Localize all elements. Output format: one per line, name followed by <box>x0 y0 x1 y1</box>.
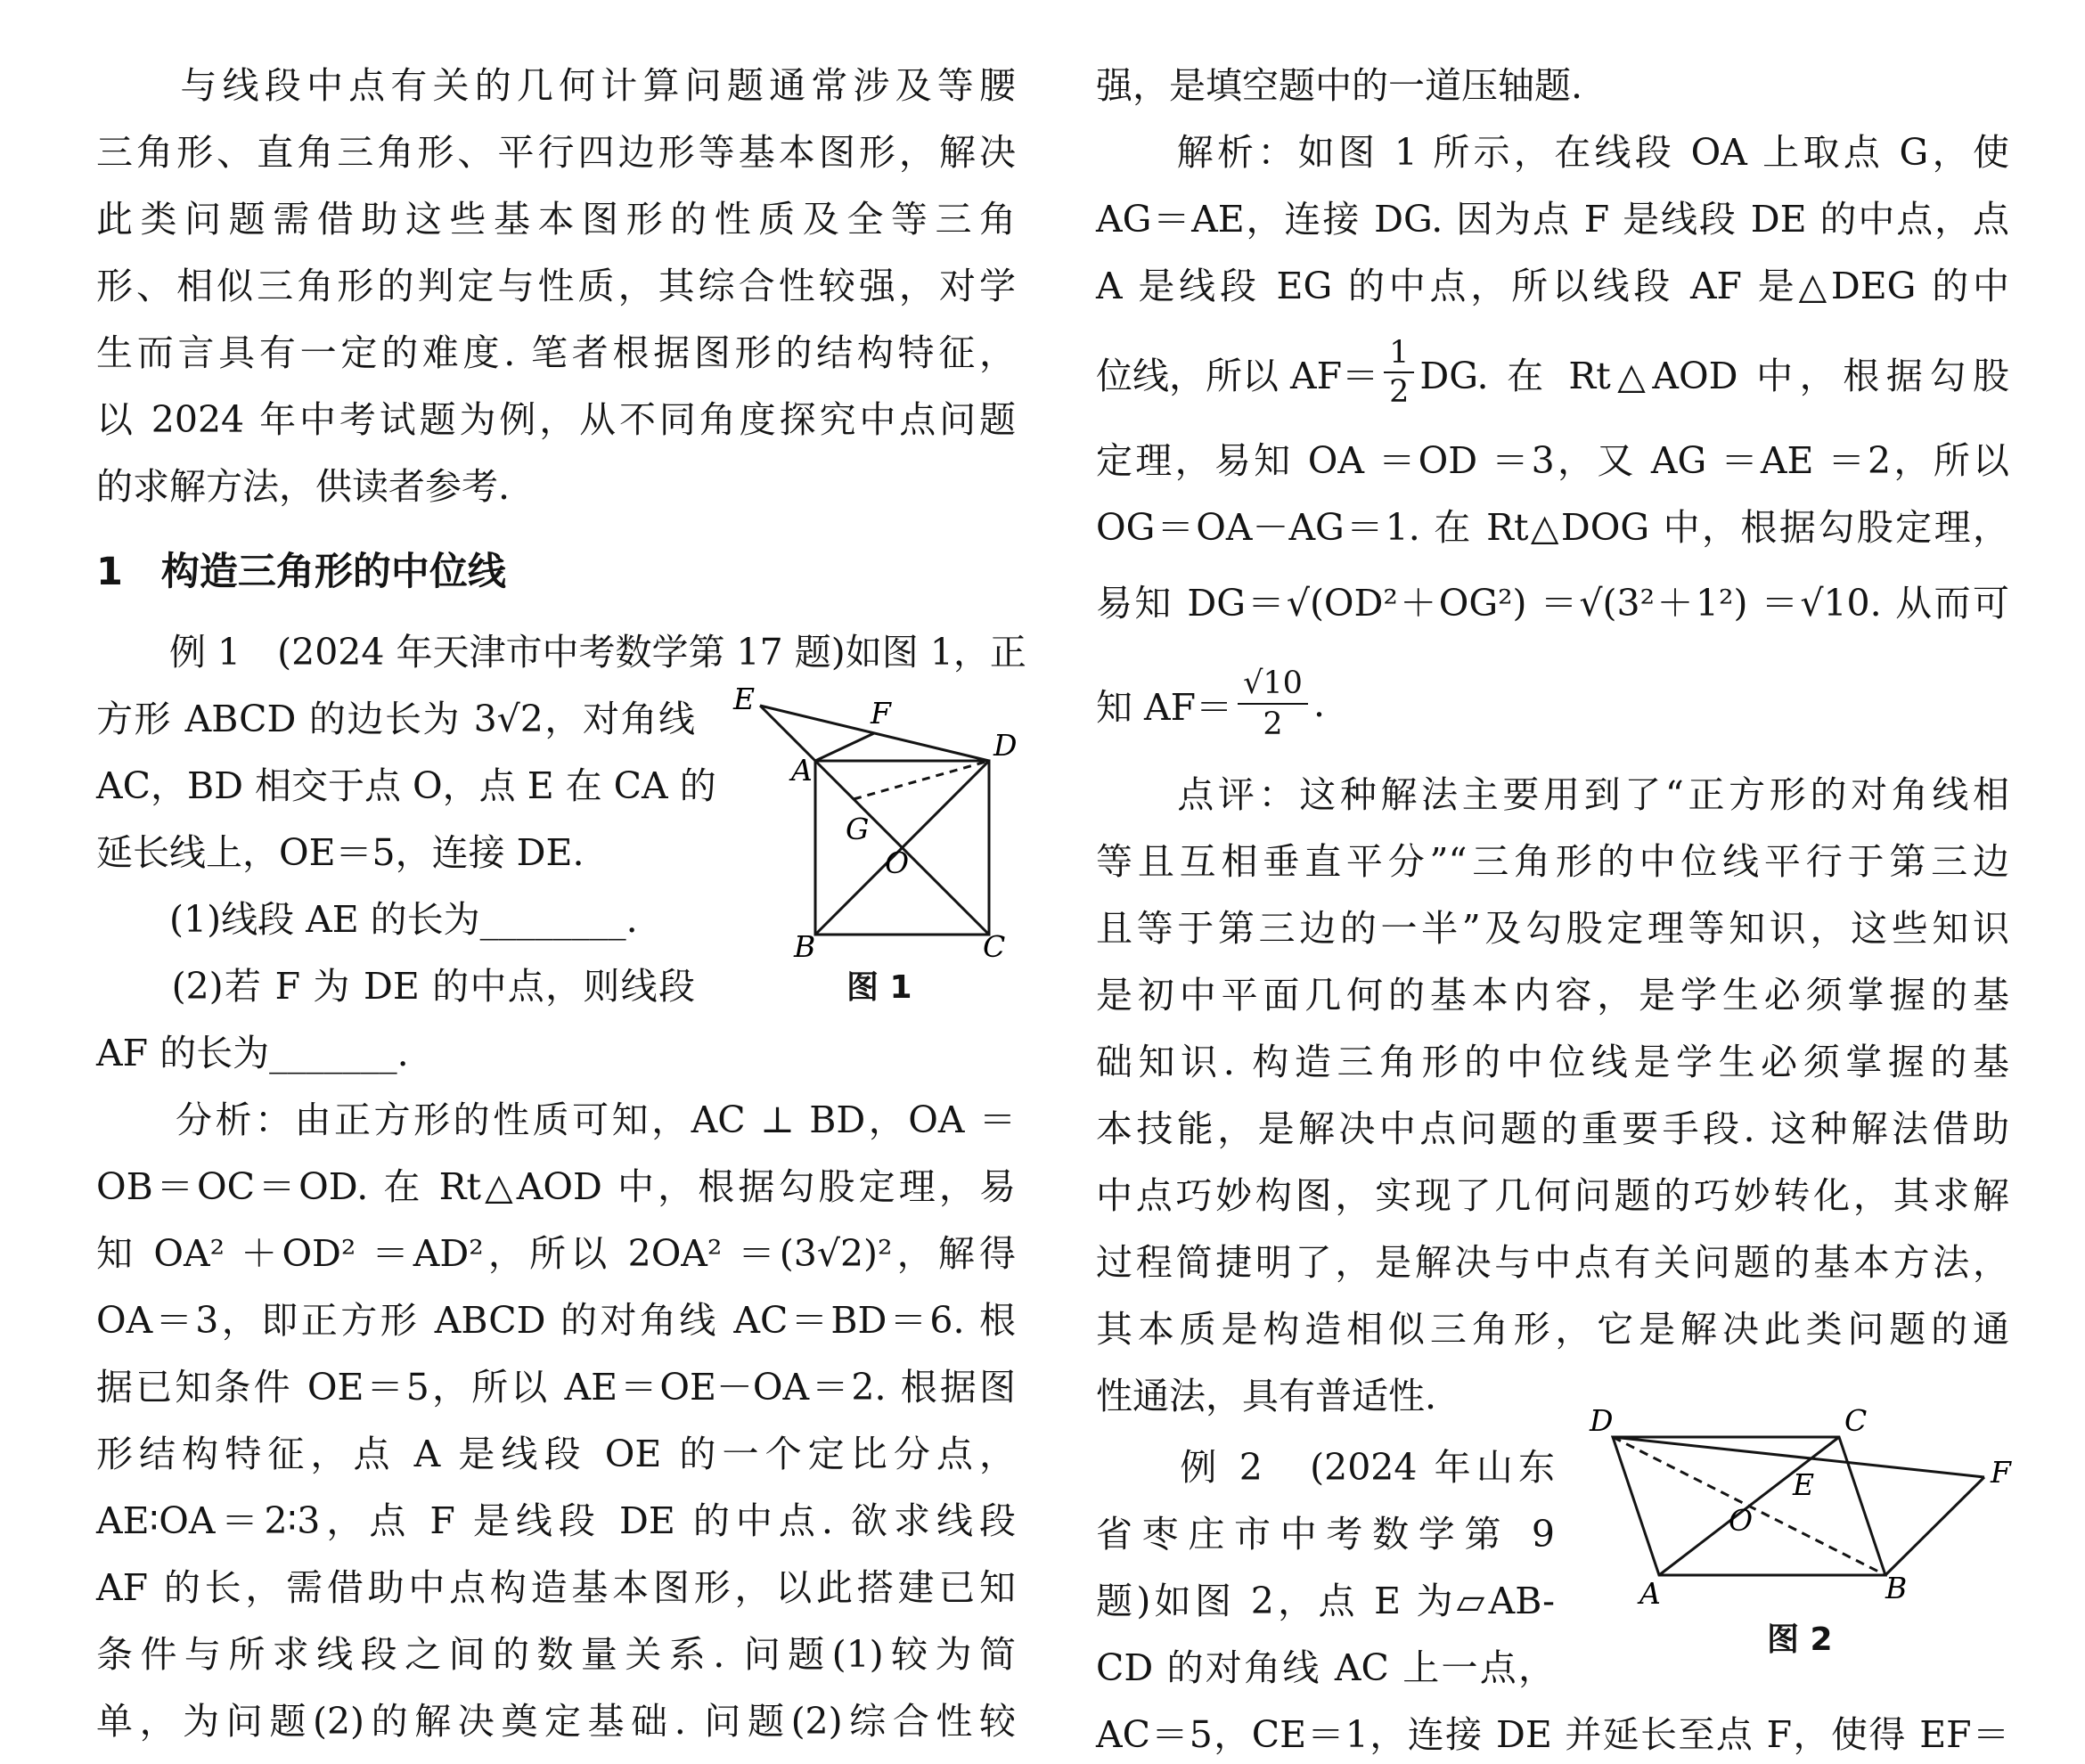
segment-af <box>815 733 874 761</box>
analysis-line: 条件与所求线段之间的数量关系. 问题(1)较为简 <box>96 1633 1016 1676</box>
example1-line: 例 1 (2024 年天津市中考数学第 17 题)如图 1，正 <box>96 631 1026 674</box>
analysis-line: 据已知条件 OE＝5，所以 AE＝OE－OA＝2. 根据图 <box>96 1366 1016 1409</box>
fraction-denominator: 2 <box>1389 374 1410 410</box>
intro-line: 此类问题需借助这些基本图形的性质及全等三角 <box>96 198 1016 241</box>
label-c: C <box>983 929 1006 964</box>
comment-line: 过程简捷明了，是解决与中点有关问题的基本方法， <box>1096 1241 2009 1284</box>
example1-line: 方形 ABCD 的边长为 3√2，对角线 <box>96 698 695 740</box>
analysis-line: 知 OA² ＋OD² ＝AD²，所以 2OA² ＝(3√2)²，解得 <box>96 1232 1016 1275</box>
comment-line: 其本质是构造相似三角形，它是解决此类问题的通 <box>1096 1308 2009 1351</box>
analysis-line: 强，是填空题中的一道压轴题. <box>1096 64 1583 107</box>
fraction-denominator: 2 <box>1263 706 1283 742</box>
analysis-line: 解析：如图 1 所示，在线段 OA 上取点 G，使 <box>1096 131 2009 174</box>
label-e: E <box>1793 1467 1815 1502</box>
figure-1 <box>726 686 1029 1016</box>
analysis-line: OB＝OC＝OD. 在 Rt△AOD 中，根据勾股定理，易 <box>96 1165 1016 1208</box>
figure-2-diagram <box>1586 1399 2014 1621</box>
example2-line: 省枣庄市中考数学第 9 <box>1096 1513 1555 1556</box>
fraction-line-2 <box>1096 655 1325 753</box>
analysis-line: OG＝OA－AG＝1. 在 Rt△DOG 中，根据勾股定理， <box>1096 506 2009 549</box>
label-o: O <box>1729 1503 1754 1538</box>
example2-line: 题)如图 2，点 E 为▱AB- <box>1096 1580 1555 1622</box>
label-a: A <box>791 753 813 788</box>
analysis-line: AE∶OA＝2∶3，点 F 是线段 DE 的中点. 欲求线段 <box>96 1499 1016 1542</box>
label-b: B <box>1885 1571 1908 1605</box>
fraction-numerator: √10 <box>1238 664 1308 705</box>
intro-line: 的求解方法，供读者参考. <box>96 465 511 508</box>
figure-1-caption: 图 1 <box>846 969 912 1006</box>
fraction-line-suffix: . <box>1312 682 1325 725</box>
label-f: F <box>1991 1455 2011 1490</box>
fraction-line-suffix: DG. 在 Rt△AOD 中，根据勾股 <box>1419 354 2009 397</box>
analysis-line: 单，为问题(2)的解决奠定基础. 问题(2)综合性较 <box>96 1700 1016 1743</box>
example1-line: 延长线上，OE＝5，连接 DE. <box>96 831 585 874</box>
intro-line: 三角形、直角三角形、平行四边形等基本图形，解决 <box>96 131 1016 174</box>
comment-line: 本技能，是解决中点问题的重要手段. 这种解法借助 <box>1096 1107 2009 1150</box>
figure-1-diagram <box>726 686 1029 980</box>
section-heading: 1 构造三角形的中位线 <box>96 550 506 594</box>
comment-line: 且等于第三边的一半”及勾股定理等知识，这些知识 <box>1096 907 2009 950</box>
analysis-line: 形结构特征，点 A 是线段 OE 的一个定比分点， <box>96 1433 1016 1475</box>
fraction-line-prefix: 位线，所以 AF＝ <box>1096 354 1379 397</box>
fraction-line-1 <box>1096 328 2009 417</box>
analysis-line: 定理，易知 OA ＝OD ＝3，又 AG ＝AE ＝2，所以 <box>1096 439 2009 482</box>
example1-question-1: (1)线段 AE 的长为________. <box>96 898 638 941</box>
comment-line: 础知识. 构造三角形的中位线是学生必须掌握的基 <box>1096 1041 2009 1083</box>
fraction-line-prefix: 知 AF＝ <box>1096 685 1233 729</box>
intro-line: 形、相似三角形的判定与性质，其综合性较强，对学 <box>96 265 1016 307</box>
analysis-line: 易知 DG＝√(OD²＋OG²) ＝√(3²＋1²) ＝√10. 从而可 <box>1096 582 2009 625</box>
label-o: O <box>885 845 910 880</box>
fraction-sqrt10-over-2 <box>1238 664 1308 744</box>
example2-line: 例 2 (2024 年山东 <box>1096 1446 1555 1489</box>
intro-line: 生而言具有一定的难度. 笔者根据图形的结构特征， <box>96 331 1016 374</box>
label-c: C <box>1844 1403 1868 1438</box>
fraction-half <box>1384 334 1414 411</box>
analysis-line: A 是线段 EG 的中点，所以线段 AF 是△DEG 的中 <box>1096 265 2009 307</box>
analysis-line: AF 的长，需借助中点构造基本图形，以此搭建已知 <box>96 1566 1016 1609</box>
figure-2 <box>1586 1399 2014 1657</box>
example1-line: AC，BD 相交于点 O，点 E 在 CA 的 <box>96 764 716 807</box>
fraction-numerator: 1 <box>1384 334 1414 373</box>
analysis-line: AG＝AE，连接 DG. 因为点 F 是线段 DE 的中点，点 <box>1096 198 2009 241</box>
label-e: E <box>733 686 756 716</box>
label-d: D <box>1590 1403 1614 1438</box>
comment-line: 性通法，具有普适性. <box>1096 1375 1437 1417</box>
figure-2-caption: 图 2 <box>1767 1621 1833 1658</box>
example2-line: AC＝5，CE＝1，连接 DE 并延长至点 F，使得 EF＝ <box>1096 1713 2009 1756</box>
segment-bf <box>1885 1477 1984 1575</box>
comment-line: 中点巧妙构图，实现了几何问题的巧妙转化，其求解 <box>1096 1174 2009 1217</box>
comment-line: 是初中平面几何的基本内容，是学生必须掌握的基 <box>1096 974 2009 1017</box>
example1-line: AF 的长为_______. <box>96 1032 409 1074</box>
example1-question-2: (2)若 F 为 DE 的中点，则线段 <box>96 965 695 1008</box>
label-a: A <box>1639 1576 1661 1611</box>
intro-line: 与线段中点有关的几何计算问题通常涉及等腰 <box>96 64 1016 107</box>
label-d: D <box>993 728 1018 763</box>
label-b: B <box>794 929 816 964</box>
analysis-line: OA＝3，即正方形 ABCD 的对角线 AC＝BD＝6. 根 <box>96 1299 1016 1342</box>
label-f: F <box>871 696 891 731</box>
comment-line: 点评：这种解法主要用到了“正方形的对角线相 <box>1096 773 2009 816</box>
comment-line: 等且互相垂直平分”“三角形的中位线平行于第三边 <box>1096 840 2009 883</box>
analysis-line: 分析：由正方形的性质可知，AC ⊥ BD，OA ＝ <box>96 1098 1016 1141</box>
label-g: G <box>846 812 870 846</box>
example2-line: CD 的对角线 AC 上一点， <box>1096 1646 1555 1689</box>
intro-line: 以 2024 年中考试题为例，从不同角度探究中点问题 <box>96 398 1016 441</box>
